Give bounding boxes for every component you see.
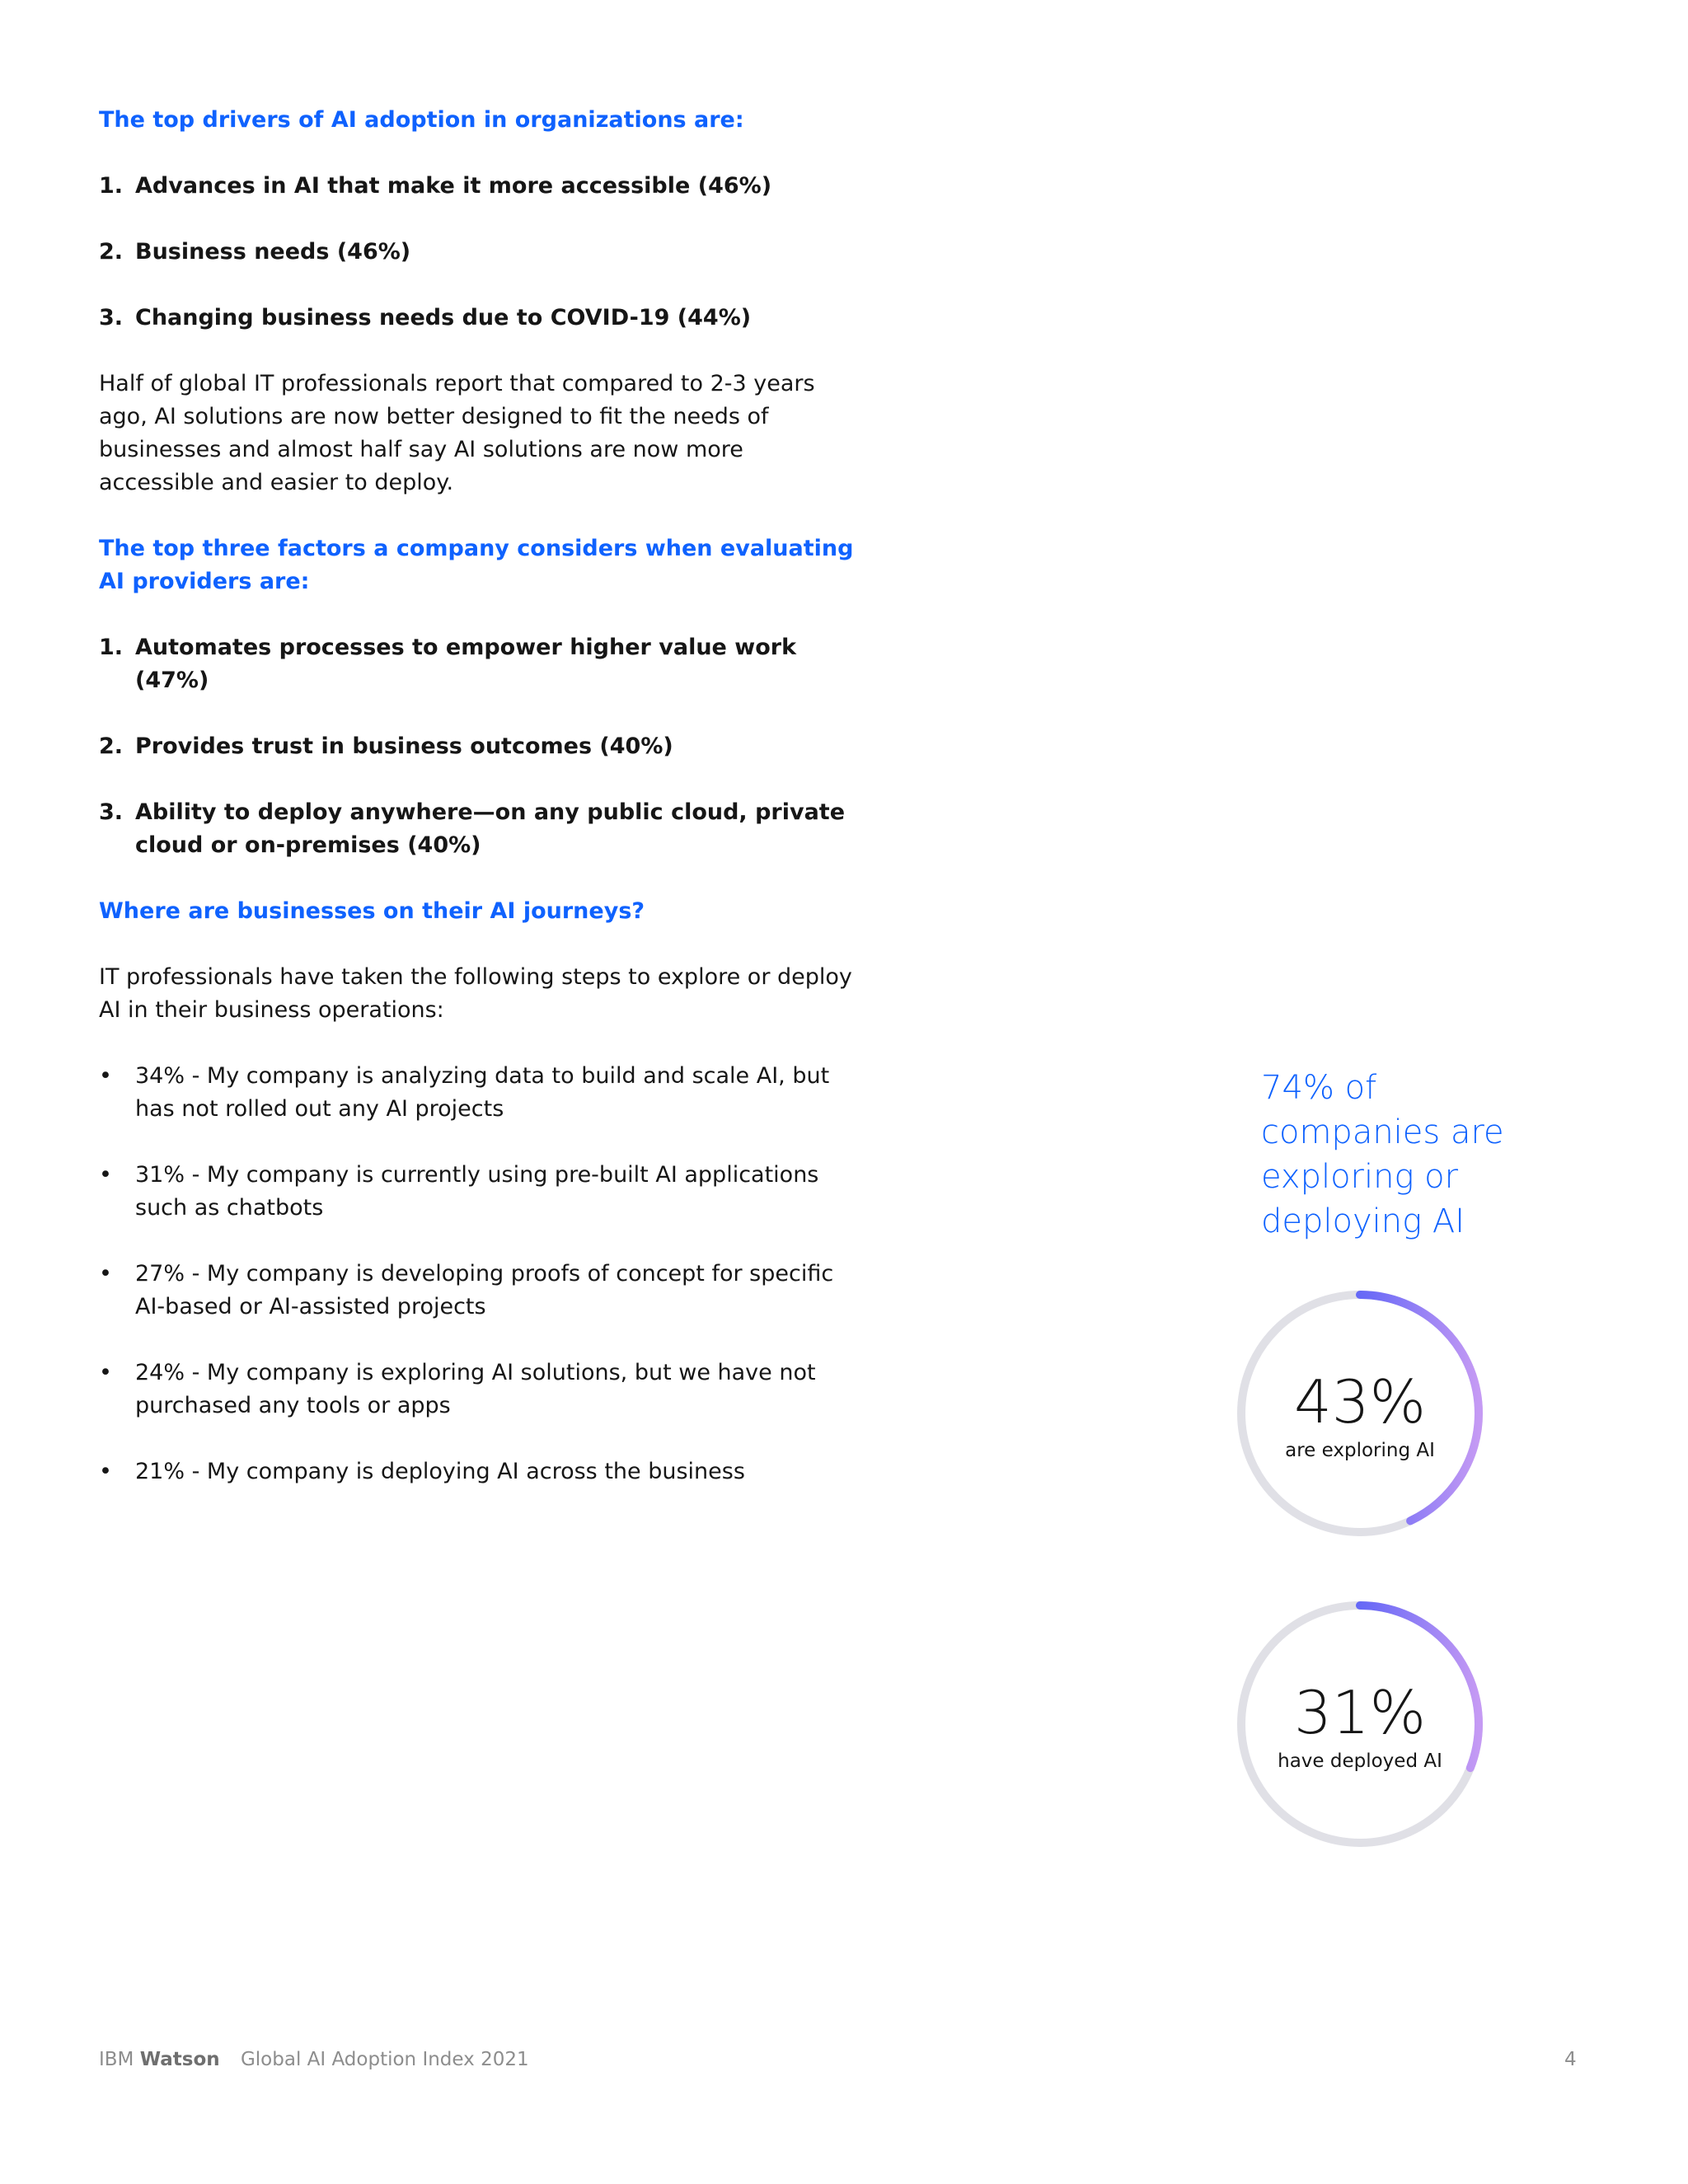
factors-item-text: Ability to deploy anywhere—on any public cloud, private cloud or on-premises (40%) — [135, 799, 846, 858]
factors-item-number: 2. — [99, 733, 124, 759]
list-item — [99, 1159, 857, 1225]
factors-heading: The top three factors a company considers when evaluating AI providers are: — [99, 536, 854, 594]
bullet-marker: • — [99, 1261, 112, 1286]
deployed-ring — [1236, 1601, 1484, 1848]
ring-label: are exploring AI — [1285, 1440, 1435, 1461]
drivers-item-number: 3. — [99, 305, 124, 330]
factors-item-3 — [99, 796, 857, 862]
drivers-item-text: Changing business needs due to COVID-19 (44%) — [135, 305, 752, 330]
bullet-marker: • — [99, 1459, 112, 1484]
main-content — [99, 104, 857, 1488]
drivers-item-number: 1. — [99, 173, 124, 199]
drivers-item-1 — [99, 170, 857, 203]
factors-item-text: Automates processes to empower higher value work (47%) — [135, 635, 797, 693]
factors-item-text: Provides trust in business outcomes (40%) — [135, 733, 673, 759]
drivers-item-text: Business needs (46%) — [135, 239, 411, 265]
list-item-text: 31% - My company is currently using pre-built AI applications such as chatbots — [135, 1162, 819, 1221]
bullet-marker: • — [99, 1360, 112, 1385]
drivers-item-number: 2. — [99, 239, 124, 265]
drivers-item-text: Advances in AI that make it more accessible (46%) — [135, 173, 772, 199]
ring-value: 31% — [1293, 1678, 1427, 1747]
footer-title: Global AI Adoption Index 2021 — [240, 2049, 529, 2070]
list-item-text: 27% - My company is developing proofs of concept for specific AI-based or AI-assisted projects — [135, 1261, 834, 1319]
drivers-item-3 — [99, 302, 857, 335]
ring-label: have deployed AI — [1278, 1750, 1442, 1772]
factors-item-1 — [99, 631, 857, 697]
list-item — [99, 1060, 857, 1126]
list-item-text: 34% - My company is analyzing data to build and scale AI, but has not rolled out any AI projects — [135, 1063, 830, 1122]
list-item — [99, 1258, 857, 1324]
exploring-ring — [1236, 1290, 1484, 1537]
factors-item-2 — [99, 730, 857, 763]
footer-brand-regular: IBM — [99, 2049, 134, 2070]
list-item — [99, 1455, 857, 1488]
footer-brand-bold: Watson — [139, 2049, 220, 2070]
footer — [99, 2049, 529, 2070]
ring-value: 43% — [1293, 1367, 1427, 1436]
list-item-text: 24% - My company is exploring AI solutions, but we have not purchased any tools or apps — [135, 1360, 816, 1418]
journeys-intro: IT professionals have taken the following steps to explore or deploy AI in their business operations: — [99, 964, 852, 1023]
bullet-marker: • — [99, 1162, 112, 1188]
drivers-item-2 — [99, 236, 857, 269]
factors-item-number: 1. — [99, 635, 124, 660]
page-number: 4 — [1564, 2049, 1577, 2070]
summary-paragraph: Half of global IT professionals report that compared to 2-3 years ago, AI solutions are now better designed to fit the needs of businesses and almost half say AI solutions are now more accessible and easier to deploy. — [99, 371, 815, 495]
list-item — [99, 1357, 857, 1422]
callout-stat: 74% of companies are exploring or deploying AI — [1261, 1069, 1504, 1240]
drivers-heading: The top drivers of AI adoption in organizations are: — [99, 107, 744, 133]
bullet-marker: • — [99, 1063, 112, 1089]
list-item-text: 21% - My company is deploying AI across the business — [135, 1459, 745, 1484]
factors-item-number: 3. — [99, 799, 124, 825]
journeys-heading: Where are businesses on their AI journeys? — [99, 898, 645, 924]
